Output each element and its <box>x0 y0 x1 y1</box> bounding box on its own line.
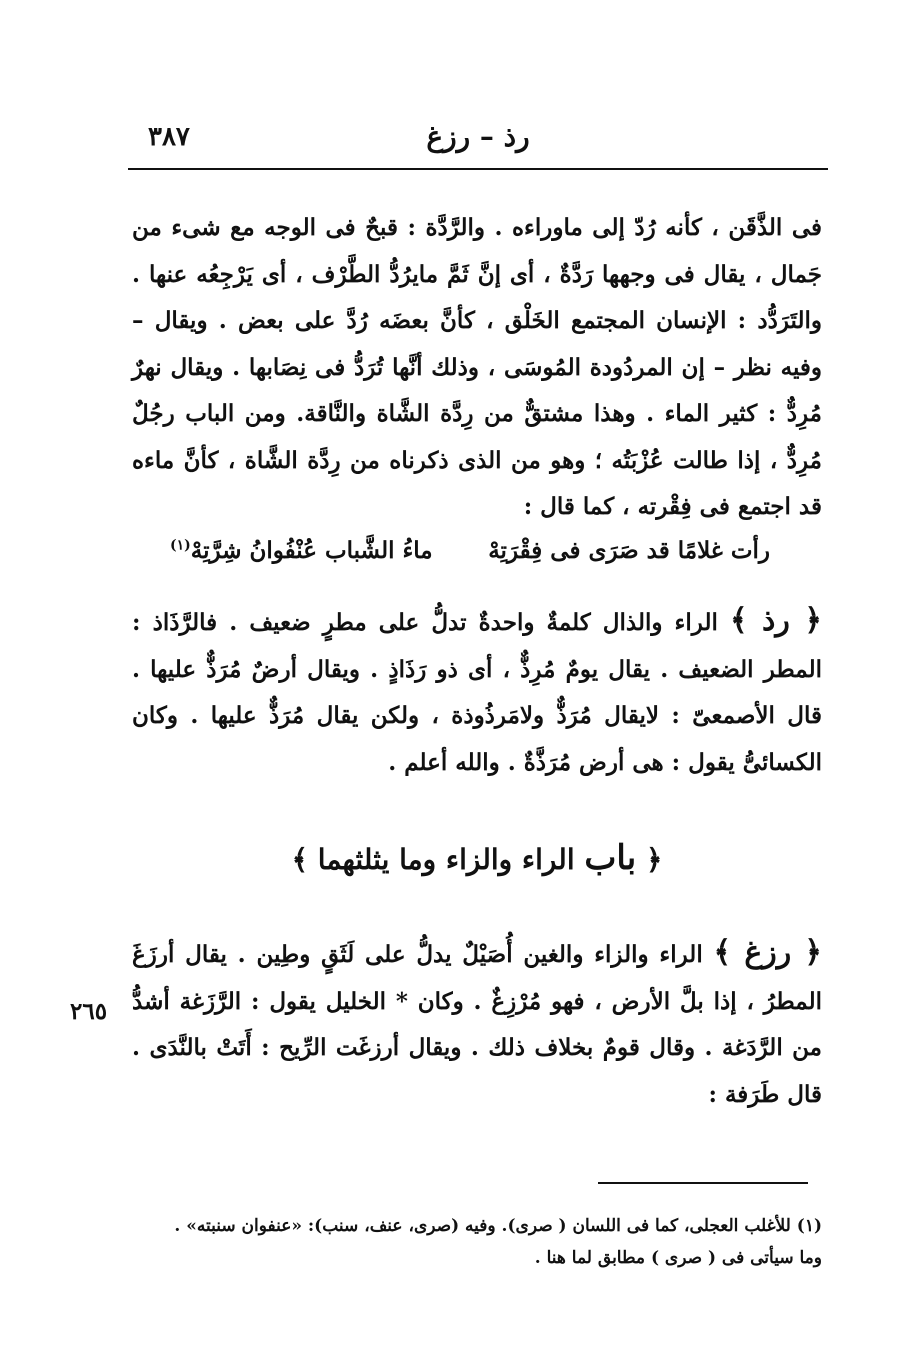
entry-razagh <box>132 930 822 1150</box>
verse-second-hemistich <box>170 537 433 564</box>
page-header <box>128 118 828 166</box>
entry-body: الراء والذال كلمةٌ واحدةٌ تدلُّ على مطرٍ ضعيف . فالرَّذَاذ : المطر الضعيف . يقال يومٌ مُرِذٌّ ، أى ذو رَذَاذٍ . ويقال أرضٌ مُرَذٌّ عليها . قال الأصمعىّ : لايقال مُرَذٌّ ولامَرذُوذة ، ولكن يقال مُرَذٌّ عليها . وكان الكسائىُّ يقول : هى أرض مُرَذَّةٌ . والله أعلم . <box>132 609 822 776</box>
verse-second-text: ماءُ الشَّباب عُنْفُوانُ شِرَّتِهْ <box>190 536 433 564</box>
heading-close-bracket: ﴾ <box>291 843 309 876</box>
entry-text <box>132 930 822 1118</box>
footnote-line-2: وما سيأتى فى ( صرى ) مطابق لما هنا . <box>534 1248 822 1268</box>
entry-radh <box>132 598 822 808</box>
footnote <box>132 1210 822 1274</box>
entry-text <box>132 598 822 786</box>
heading-rest: الراء والزاء وما يثلثهما <box>317 843 575 876</box>
chapter-heading <box>132 838 822 888</box>
paragraph-text: فى الذَّقَن ، كأنه رُدّ إلى ماوراءه . والرَّدَّة : قبحٌ فى الوجه مع شىء من جَمال ، يقال فى وجهها رَدَّةٌ ، أى إنَّ ثَمَّ مايرُدُّ الطَّرْف ، أى يَرْجِعُه عنها . والتَرَدُّد : الإنسان المجتمع الخَلْق ، كأنَّ بعضَه رُدَّ على بعض . ويقال – وفيه نظر – إن المردُودة المُوسَى ، وذلك أنَّها تُرَدُّ فى نِصَابها . ويقال نهرٌ مُرِدٌّ : كثير الماء . وهذا مشتقٌّ من رِدَّة الشَّاة والنَّاقة. ومن الباب رجُلٌ مُرِدٌّ ، إذا طالت عُزْبَتُه ؛ وهو من الذى ذكرناه من رِدَّة الشَّاة ، كأنَّ ماءه قد اجتمع فى فِقْرته ، كما قال : <box>132 214 822 520</box>
verse-line <box>170 528 770 572</box>
footnote-rule <box>598 1182 808 1184</box>
heading-bab: باب <box>584 838 637 878</box>
footnote-line-1: (١) للأغلب العجلى، كما فى اللسان ( صرى). وفيه (صرى، عنف، سنب): «عنفوان سنبته» . <box>174 1216 822 1236</box>
entry-body: الراء والزاء والغين أُصَيْلٌ يدلُّ على لَثَقٍ وطِين . يقال أرزَغَ المطرُ ، إذا بلَّ الأرض ، فهو مُرْزِغٌ . وكان * الخليل يقول : الرَّزَغة أشدُّ من الرَّدَغة . وقال قومٌ بخلاف ذلك . ويقال أرزغَت الرِّيح : أَتَتْ بالنَّدَى . قال طَرَفة : <box>132 941 822 1108</box>
paragraph-radd <box>132 205 822 520</box>
page-number: ٣٨٧ <box>148 122 190 152</box>
entry-headword: ﴿ رزغ ﴾ <box>713 935 823 970</box>
entry-headword: ﴿ رذ ﴾ <box>729 603 822 638</box>
heading-open-bracket: ﴿ <box>645 843 663 876</box>
header-rule <box>128 168 828 170</box>
margin-number: ٢٦٥ <box>70 998 108 1025</box>
running-title: رذ – رزغ <box>426 120 530 153</box>
verse-first-hemistich: رأت غلامًا قد صَرَى فى فِقْرَتِهْ <box>488 536 770 564</box>
footnote-mark: (١) <box>170 536 191 553</box>
